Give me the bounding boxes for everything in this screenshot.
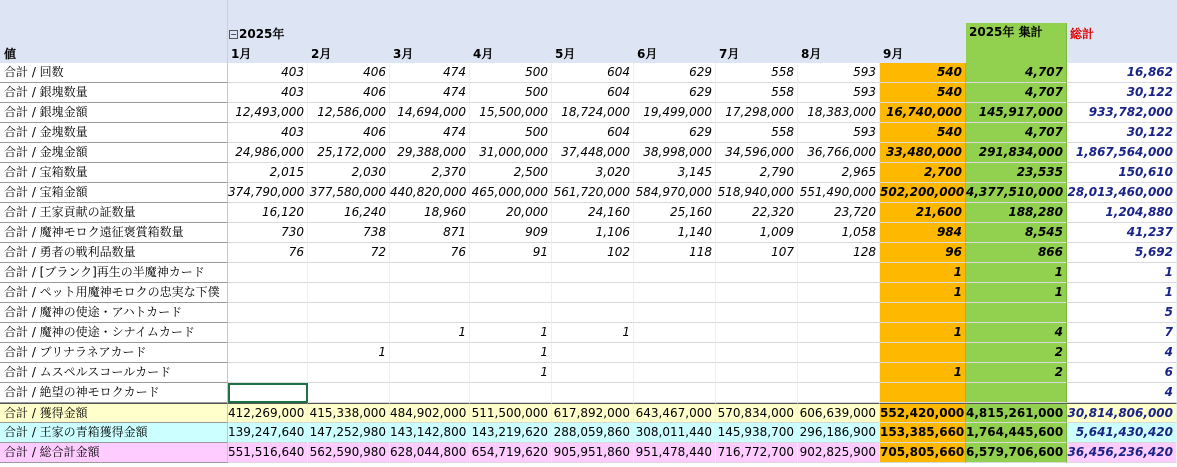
month-value-cell[interactable]: 1,106: [552, 223, 634, 243]
month-value-cell[interactable]: [308, 303, 390, 323]
month-value-cell[interactable]: 604: [552, 63, 634, 83]
row-label[interactable]: 合計 / 獲得金額: [0, 403, 228, 423]
month-value-cell[interactable]: 16,240: [308, 203, 390, 223]
subtotal-cell[interactable]: 4,707: [966, 123, 1067, 143]
month-value-cell[interactable]: [798, 303, 880, 323]
month-value-cell[interactable]: 502,200,000: [880, 183, 966, 203]
month-value-cell[interactable]: 629: [634, 123, 716, 143]
month-value-cell[interactable]: [716, 283, 798, 303]
month-value-cell[interactable]: 15,500,000: [470, 103, 552, 123]
month-value-cell[interactable]: [798, 263, 880, 283]
month-value-cell[interactable]: 1: [470, 323, 552, 343]
month-value-cell[interactable]: 909: [470, 223, 552, 243]
month-value-cell[interactable]: 551,516,640: [228, 443, 308, 463]
grand-total-cell[interactable]: 41,237: [1067, 223, 1177, 243]
row-label[interactable]: 合計 / 王家の青箱獲得金額: [0, 423, 228, 443]
month-value-cell[interactable]: 1: [308, 343, 390, 363]
month-value-cell[interactable]: 628,044,800: [390, 443, 470, 463]
row-label[interactable]: 合計 / ブリナラネアカード: [0, 343, 228, 363]
month-value-cell[interactable]: 107: [716, 243, 798, 263]
month-value-cell[interactable]: 2,370: [390, 163, 470, 183]
subtotal-cell[interactable]: 4: [966, 323, 1067, 343]
subtotal-cell[interactable]: 4,707: [966, 63, 1067, 83]
month-value-cell[interactable]: 12,493,000: [228, 103, 308, 123]
month-value-cell[interactable]: [390, 283, 470, 303]
month-value-cell[interactable]: [470, 303, 552, 323]
month-value-cell[interactable]: [716, 343, 798, 363]
month-value-cell[interactable]: 540: [880, 83, 966, 103]
month-value-cell[interactable]: 1: [390, 323, 470, 343]
grand-total-header: 総計: [1070, 27, 1095, 41]
row-label[interactable]: 合計 / 銀塊数量: [0, 83, 228, 103]
month-value-cell[interactable]: [470, 383, 552, 403]
month-value-cell[interactable]: 76: [228, 243, 308, 263]
month-value-cell[interactable]: 558: [716, 123, 798, 143]
month-value-cell[interactable]: 552,420,000: [880, 403, 966, 423]
collapse-icon[interactable]: −: [230, 30, 237, 39]
month-value-cell[interactable]: 139,247,640: [228, 423, 308, 443]
month-value-cell[interactable]: [228, 363, 308, 383]
month-value-cell[interactable]: [470, 263, 552, 283]
year-label: 2025年: [239, 27, 285, 41]
month-header-9[interactable]: 9月: [883, 47, 904, 61]
month-value-cell[interactable]: [228, 323, 308, 343]
month-value-cell[interactable]: 118: [634, 243, 716, 263]
month-value-cell[interactable]: [880, 303, 966, 323]
month-value-cell[interactable]: [552, 363, 634, 383]
month-value-cell[interactable]: 403: [228, 123, 308, 143]
month-value-cell[interactable]: 474: [390, 63, 470, 83]
month-value-cell[interactable]: 551,490,000: [798, 183, 880, 203]
year-field-header[interactable]: [229, 25, 284, 42]
month-value-cell[interactable]: 308,011,440: [634, 423, 716, 443]
month-header-7[interactable]: 7月: [719, 47, 740, 61]
month-value-cell[interactable]: 374,790,000: [228, 183, 308, 203]
month-value-cell[interactable]: 24,986,000: [228, 143, 308, 163]
month-value-cell[interactable]: 629: [634, 83, 716, 103]
month-value-cell[interactable]: 1: [880, 363, 966, 383]
row-label[interactable]: 合計 / 総合計金額: [0, 443, 228, 463]
month-value-cell[interactable]: 406: [308, 83, 390, 103]
grand-total-cell[interactable]: 150,610: [1067, 163, 1177, 183]
row-label[interactable]: 合計 / 勇者の戦利品数量: [0, 243, 228, 263]
subtotal-cell[interactable]: 4,707: [966, 83, 1067, 103]
month-value-cell[interactable]: 484,902,000: [390, 403, 470, 423]
month-value-cell[interactable]: 128: [798, 243, 880, 263]
row-label[interactable]: 合計 / 金塊数量: [0, 123, 228, 143]
row-label[interactable]: 合計 / 宝箱数量: [0, 163, 228, 183]
month-value-cell[interactable]: 1: [470, 343, 552, 363]
month-value-cell[interactable]: 147,252,980: [308, 423, 390, 443]
month-value-cell[interactable]: 1: [880, 283, 966, 303]
month-value-cell[interactable]: 1: [880, 323, 966, 343]
month-value-cell[interactable]: 643,467,000: [634, 403, 716, 423]
month-value-cell[interactable]: 14,694,000: [390, 103, 470, 123]
month-value-cell[interactable]: [470, 283, 552, 303]
month-value-cell[interactable]: 500: [470, 83, 552, 103]
month-value-cell[interactable]: 1,140: [634, 223, 716, 243]
subtotal-cell[interactable]: 1,764,445,600: [966, 423, 1067, 443]
month-header-6[interactable]: 6月: [637, 47, 658, 61]
row-label[interactable]: 合計 / [ブランク]再生の半魔神カード: [0, 263, 228, 283]
month-value-cell[interactable]: 570,834,000: [716, 403, 798, 423]
month-value-cell[interactable]: 617,892,000: [552, 403, 634, 423]
month-value-cell[interactable]: [552, 303, 634, 323]
month-value-cell[interactable]: 558: [716, 83, 798, 103]
month-value-cell[interactable]: 96: [880, 243, 966, 263]
month-value-cell[interactable]: 511,500,000: [470, 403, 552, 423]
grand-total-cell[interactable]: 5: [1067, 303, 1177, 323]
grand-total-cell[interactable]: 30,122: [1067, 83, 1177, 103]
month-value-cell[interactable]: 72: [308, 243, 390, 263]
month-value-cell[interactable]: [880, 383, 966, 403]
month-value-cell[interactable]: [716, 363, 798, 383]
month-value-cell[interactable]: [880, 343, 966, 363]
month-value-cell[interactable]: 730: [228, 223, 308, 243]
subtotal-cell[interactable]: 2: [966, 363, 1067, 383]
selected-cell[interactable]: [228, 383, 308, 403]
month-value-cell[interactable]: [716, 263, 798, 283]
month-value-cell[interactable]: 558: [716, 63, 798, 83]
month-value-cell[interactable]: 18,960: [390, 203, 470, 223]
subtotal-cell[interactable]: [966, 303, 1067, 323]
grand-total-cell[interactable]: 16,862: [1067, 63, 1177, 83]
month-value-cell[interactable]: [716, 323, 798, 343]
month-value-cell[interactable]: 18,724,000: [552, 103, 634, 123]
month-value-cell[interactable]: [634, 323, 716, 343]
month-value-cell[interactable]: 984: [880, 223, 966, 243]
month-value-cell[interactable]: 36,766,000: [798, 143, 880, 163]
month-header-4[interactable]: 4月: [473, 47, 494, 61]
month-value-cell[interactable]: 25,172,000: [308, 143, 390, 163]
month-value-cell[interactable]: 562,590,980: [308, 443, 390, 463]
month-value-cell[interactable]: 91: [470, 243, 552, 263]
row-label[interactable]: 合計 / 魔神モロク遠征褒賞箱数量: [0, 223, 228, 243]
month-value-cell[interactable]: 377,580,000: [308, 183, 390, 203]
grand-total-cell[interactable]: 7: [1067, 323, 1177, 343]
subtotal-cell[interactable]: [966, 383, 1067, 403]
month-value-cell[interactable]: 2,965: [798, 163, 880, 183]
month-value-cell[interactable]: 2,700: [880, 163, 966, 183]
month-value-cell[interactable]: 145,938,700: [716, 423, 798, 443]
month-value-cell[interactable]: 705,805,660: [880, 443, 966, 463]
month-value-cell[interactable]: 500: [470, 123, 552, 143]
row-label[interactable]: 合計 / 絶望の神モロクカード: [0, 383, 228, 403]
month-value-cell[interactable]: 17,298,000: [716, 103, 798, 123]
month-value-cell[interactable]: 1,058: [798, 223, 880, 243]
subtotal-cell[interactable]: 1: [966, 263, 1067, 283]
month-value-cell[interactable]: [634, 283, 716, 303]
month-value-cell[interactable]: 593: [798, 123, 880, 143]
subtotal-cell[interactable]: 4,815,261,000: [966, 403, 1067, 423]
month-value-cell[interactable]: [634, 263, 716, 283]
grand-total-cell[interactable]: 5,692: [1067, 243, 1177, 263]
month-value-cell[interactable]: 654,719,620: [470, 443, 552, 463]
month-value-cell[interactable]: [228, 263, 308, 283]
month-value-cell[interactable]: 951,478,440: [634, 443, 716, 463]
month-value-cell[interactable]: 406: [308, 63, 390, 83]
row-label[interactable]: 合計 / 回数: [0, 63, 228, 83]
month-value-cell[interactable]: 500: [470, 63, 552, 83]
month-value-cell[interactable]: [390, 263, 470, 283]
month-value-cell[interactable]: 902,825,900: [798, 443, 880, 463]
month-value-cell[interactable]: 1,009: [716, 223, 798, 243]
values-header: 値: [4, 47, 17, 61]
month-value-cell[interactable]: 1: [880, 263, 966, 283]
row-label[interactable]: 合計 / 銀塊金額: [0, 103, 228, 123]
month-value-cell[interactable]: 3,145: [634, 163, 716, 183]
month-value-cell[interactable]: [308, 383, 390, 403]
month-value-cell[interactable]: 474: [390, 83, 470, 103]
month-value-cell[interactable]: 16,120: [228, 203, 308, 223]
month-value-cell[interactable]: 540: [880, 63, 966, 83]
month-value-cell[interactable]: 1: [470, 363, 552, 383]
month-value-cell[interactable]: 716,772,700: [716, 443, 798, 463]
month-value-cell[interactable]: 406: [308, 123, 390, 143]
month-value-cell[interactable]: 2,790: [716, 163, 798, 183]
grand-total-cell[interactable]: 1: [1067, 283, 1177, 303]
month-value-cell[interactable]: 153,385,660: [880, 423, 966, 443]
month-value-cell[interactable]: [798, 343, 880, 363]
month-value-cell[interactable]: [634, 303, 716, 323]
month-value-cell[interactable]: 593: [798, 83, 880, 103]
month-value-cell[interactable]: [634, 343, 716, 363]
subtotal-cell[interactable]: 8,545: [966, 223, 1067, 243]
row-label[interactable]: 合計 / ペット用魔神モロクの忠実な下僕: [0, 283, 228, 303]
month-value-cell[interactable]: 412,269,000: [228, 403, 308, 423]
month-value-cell[interactable]: 3,020: [552, 163, 634, 183]
month-value-cell[interactable]: 871: [390, 223, 470, 243]
month-value-cell[interactable]: 288,059,860: [552, 423, 634, 443]
month-value-cell[interactable]: 18,383,000: [798, 103, 880, 123]
month-value-cell[interactable]: 12,586,000: [308, 103, 390, 123]
month-value-cell[interactable]: 16,740,000: [880, 103, 966, 123]
month-value-cell[interactable]: 76: [390, 243, 470, 263]
subtotal-cell[interactable]: 6,579,706,600: [966, 443, 1067, 463]
month-value-cell[interactable]: [308, 263, 390, 283]
month-value-cell[interactable]: [390, 343, 470, 363]
month-value-cell[interactable]: 415,338,000: [308, 403, 390, 423]
month-value-cell[interactable]: 584,970,000: [634, 183, 716, 203]
month-value-cell[interactable]: 33,480,000: [880, 143, 966, 163]
month-value-cell[interactable]: [798, 323, 880, 343]
month-value-cell[interactable]: 518,940,000: [716, 183, 798, 203]
month-value-cell[interactable]: [308, 323, 390, 343]
month-value-cell[interactable]: 629: [634, 63, 716, 83]
month-value-cell[interactable]: 31,000,000: [470, 143, 552, 163]
month-value-cell[interactable]: 2,030: [308, 163, 390, 183]
subtotal-cell[interactable]: 291,834,000: [966, 143, 1067, 163]
month-value-cell[interactable]: [552, 383, 634, 403]
month-value-cell[interactable]: 593: [798, 63, 880, 83]
month-value-cell[interactable]: [228, 303, 308, 323]
month-value-cell[interactable]: [634, 363, 716, 383]
grand-total-cell[interactable]: 6: [1067, 363, 1177, 383]
month-value-cell[interactable]: 21,600: [880, 203, 966, 223]
row-label[interactable]: 合計 / ムスペルスコールカード: [0, 363, 228, 383]
header-row-label-cell: [0, 0, 228, 63]
grand-total-cell[interactable]: 4: [1067, 343, 1177, 363]
month-value-cell[interactable]: [634, 383, 716, 403]
month-value-cell[interactable]: [798, 283, 880, 303]
month-value-cell[interactable]: 905,951,860: [552, 443, 634, 463]
subtotal-header-label: 2025年 集計: [969, 25, 1043, 39]
month-value-cell[interactable]: 20,000: [470, 203, 552, 223]
month-value-cell[interactable]: [798, 383, 880, 403]
month-value-cell[interactable]: 606,639,000: [798, 403, 880, 423]
month-value-cell[interactable]: [798, 363, 880, 383]
grand-total-cell[interactable]: 5,641,430,420: [1067, 423, 1177, 443]
grand-total-cell[interactable]: 1,204,880: [1067, 203, 1177, 223]
grand-total-cell[interactable]: 30,122: [1067, 123, 1177, 143]
month-value-cell[interactable]: 403: [228, 83, 308, 103]
month-value-cell[interactable]: 403: [228, 63, 308, 83]
row-label[interactable]: 合計 / 魔神の使途・アハトカード: [0, 303, 228, 323]
month-value-cell[interactable]: [716, 383, 798, 403]
grand-total-cell[interactable]: 1,867,564,000: [1067, 143, 1177, 163]
month-value-cell[interactable]: 604: [552, 83, 634, 103]
month-value-cell[interactable]: [716, 303, 798, 323]
month-value-cell[interactable]: 25,160: [634, 203, 716, 223]
month-value-cell[interactable]: [308, 283, 390, 303]
month-value-cell[interactable]: 474: [390, 123, 470, 143]
month-header-5[interactable]: 5月: [555, 47, 576, 61]
subtotal-cell[interactable]: 866: [966, 243, 1067, 263]
month-value-cell[interactable]: 296,186,900: [798, 423, 880, 443]
subtotal-cell[interactable]: 2: [966, 343, 1067, 363]
month-value-cell[interactable]: 1: [552, 323, 634, 343]
month-value-cell[interactable]: 540: [880, 123, 966, 143]
row-label[interactable]: 合計 / 魔神の使途・シナイムカード: [0, 323, 228, 343]
month-value-cell[interactable]: 604: [552, 123, 634, 143]
month-value-cell[interactable]: [390, 383, 470, 403]
subtotal-cell[interactable]: 188,280: [966, 203, 1067, 223]
subtotal-cell[interactable]: 4,377,510,000: [966, 183, 1067, 203]
month-value-cell[interactable]: [308, 363, 390, 383]
grand-total-cell[interactable]: 933,782,000: [1067, 103, 1177, 123]
month-value-cell[interactable]: [390, 363, 470, 383]
month-value-cell[interactable]: 102: [552, 243, 634, 263]
subtotal-cell[interactable]: 1: [966, 283, 1067, 303]
row-label[interactable]: 合計 / 宝箱金額: [0, 183, 228, 203]
month-header-2[interactable]: 2月: [311, 47, 332, 61]
month-value-cell[interactable]: [228, 283, 308, 303]
month-value-cell[interactable]: 19,499,000: [634, 103, 716, 123]
grand-total-cell[interactable]: 1: [1067, 263, 1177, 283]
month-value-cell[interactable]: [228, 343, 308, 363]
subtotal-cell[interactable]: 145,917,000: [966, 103, 1067, 123]
month-value-cell[interactable]: 143,219,620: [470, 423, 552, 443]
month-value-cell[interactable]: 37,448,000: [552, 143, 634, 163]
month-value-cell[interactable]: 738: [308, 223, 390, 243]
month-value-cell[interactable]: [552, 263, 634, 283]
subtotal-header[interactable]: [966, 23, 1067, 63]
month-value-cell[interactable]: 34,596,000: [716, 143, 798, 163]
month-value-cell[interactable]: 24,160: [552, 203, 634, 223]
month-header-3[interactable]: 3月: [393, 47, 414, 61]
month-value-cell[interactable]: 29,388,000: [390, 143, 470, 163]
grand-total-cell[interactable]: 30,814,806,000: [1067, 403, 1177, 423]
row-label[interactable]: 合計 / 王家貢献の証数量: [0, 203, 228, 223]
month-value-cell[interactable]: 465,000,000: [470, 183, 552, 203]
grand-total-cell[interactable]: 28,013,460,000: [1067, 183, 1177, 203]
subtotal-cell[interactable]: 23,535: [966, 163, 1067, 183]
month-value-cell[interactable]: 561,720,000: [552, 183, 634, 203]
month-value-cell[interactable]: 38,998,000: [634, 143, 716, 163]
month-value-cell[interactable]: 23,720: [798, 203, 880, 223]
month-header-8[interactable]: 8月: [801, 47, 822, 61]
grand-total-cell[interactable]: 36,456,236,420: [1067, 443, 1177, 463]
month-value-cell[interactable]: 22,320: [716, 203, 798, 223]
month-value-cell[interactable]: 2,500: [470, 163, 552, 183]
month-value-cell[interactable]: [552, 283, 634, 303]
month-header-1[interactable]: 1月: [231, 47, 252, 61]
month-value-cell[interactable]: 2,015: [228, 163, 308, 183]
grand-total-cell[interactable]: 4: [1067, 383, 1177, 403]
month-value-cell[interactable]: [552, 343, 634, 363]
month-value-cell[interactable]: [390, 303, 470, 323]
row-label[interactable]: 合計 / 金塊金額: [0, 143, 228, 163]
month-value-cell[interactable]: 440,820,000: [390, 183, 470, 203]
month-value-cell[interactable]: 143,142,800: [390, 423, 470, 443]
